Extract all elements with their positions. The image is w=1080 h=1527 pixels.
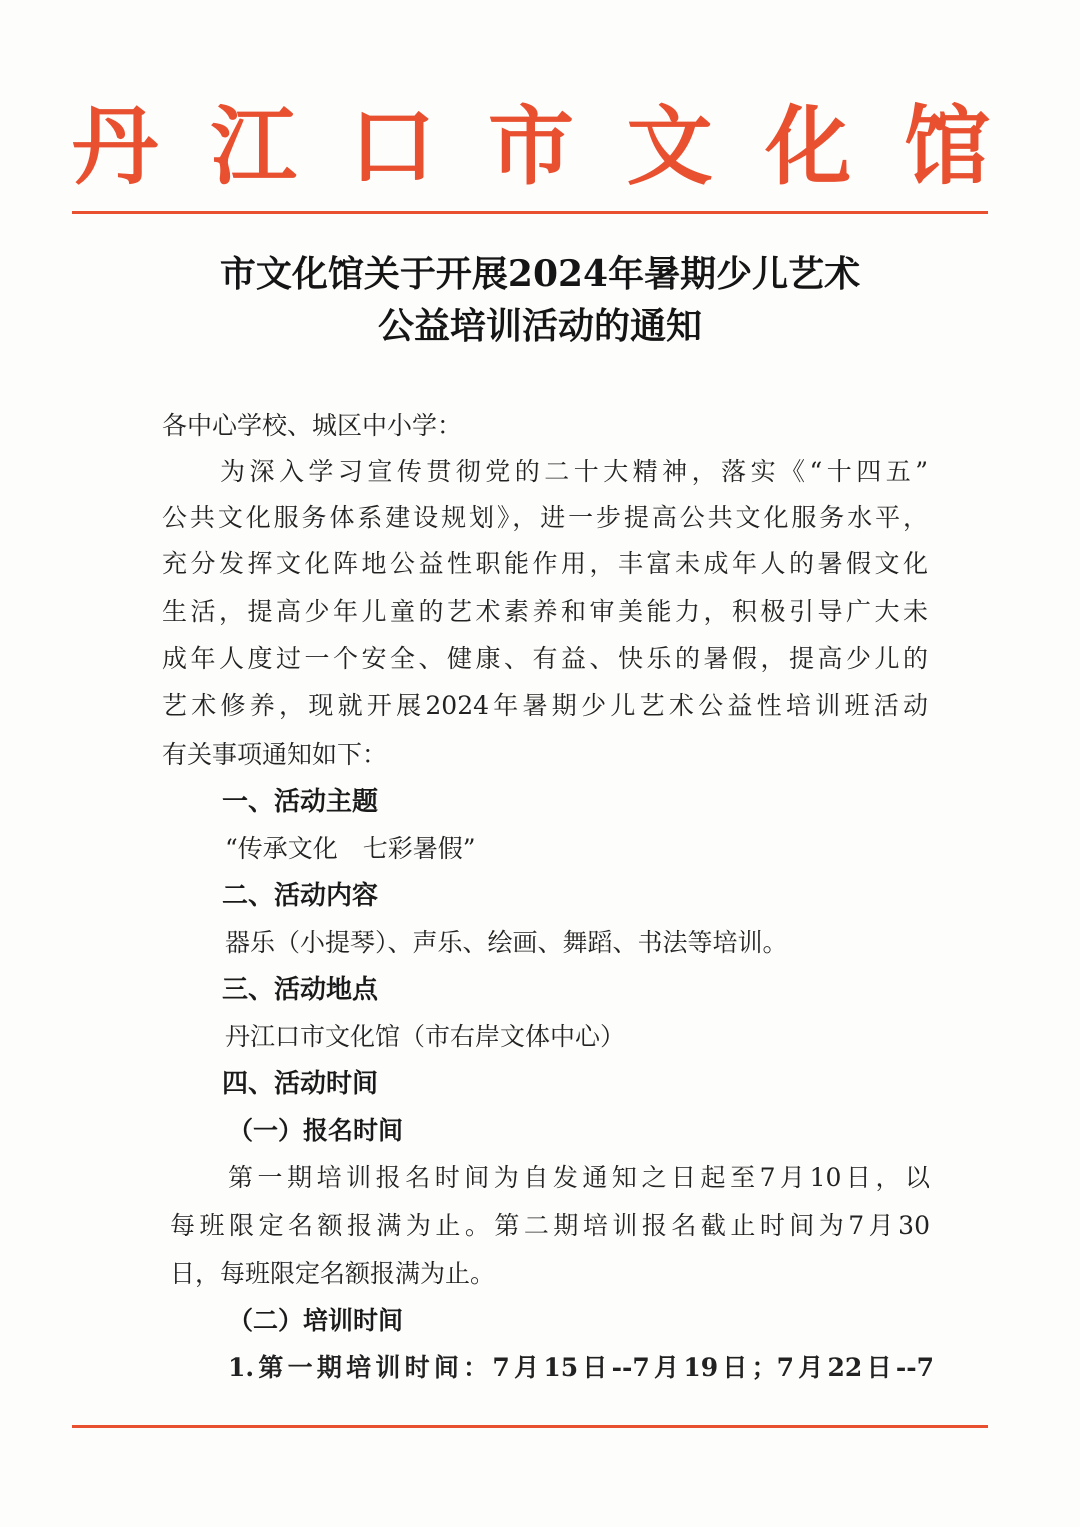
intro-line: 为深入学习宣传贯彻党的二十大精神，落实《“十四五” (220, 457, 928, 486)
subsection-heading-registration: （一）报名时间 (228, 1116, 404, 1145)
intro-line: 有关事项通知如下： (162, 740, 388, 769)
footer-divider (72, 1425, 988, 1428)
letterhead-char: 文 (626, 96, 713, 197)
section-heading-theme: 一、活动主题 (222, 787, 379, 817)
intro-line: 生活，提高少年儿童的艺术素养和审美能力，积极引导广大未 (162, 597, 928, 626)
section-heading-content: 二、活动内容 (222, 881, 379, 911)
section-text-location: 丹江口市文化馆（市右岸文体中心） (225, 1022, 626, 1051)
notice-title-line-1: 市文化馆关于开展2024年暑期少儿艺术 (219, 253, 861, 295)
section-text-content: 器乐（小提琴）、声乐、绘画、舞蹈、书法等培训。 (225, 928, 788, 957)
registration-line: 日，每班限定名额报满为止。 (170, 1259, 496, 1288)
letterhead-char: 江 (210, 96, 297, 197)
training-item-1: 1.第一期培训时间：7月15日--7月19日；7月22日--7 (228, 1353, 934, 1382)
registration-line: 每班限定名额报满为止。第二期培训报名截止时间为7月30 (170, 1211, 930, 1240)
intro-line: 公共文化服务体系建设规划》，进一步提高公共文化服务水平， (162, 503, 928, 532)
letterhead-char: 市 (487, 96, 574, 197)
intro-line: 艺术修养，现就开展2024年暑期少儿艺术公益性培训班活动 (162, 691, 928, 720)
subsection-heading-training: （二）培训时间 (228, 1306, 404, 1335)
registration-line: 第一期培训报名时间为自发通知之日起至7月10日，以 (228, 1163, 930, 1192)
letterhead-title (72, 92, 990, 202)
letterhead-divider (72, 211, 988, 214)
letterhead-char: 丹 (72, 96, 158, 197)
letterhead-char: 口 (349, 96, 436, 197)
intro-line: 充分发挥文化阵地公益性职能作用，丰富未成年人的暑假文化 (162, 549, 928, 578)
section-heading-location: 三、活动地点 (222, 975, 379, 1005)
letterhead-char: 化 (765, 96, 852, 197)
intro-line: 成年人度过一个安全、健康、有益、快乐的暑假，提高少儿的 (162, 644, 928, 673)
section-text-theme: “传承文化 七彩暑假” (225, 834, 476, 863)
letterhead-char: 馆 (903, 96, 990, 197)
section-heading-time: 四、活动时间 (222, 1069, 379, 1099)
salutation: 各中心学校、城区中小学： (162, 411, 463, 440)
notice-title-line-2: 公益培训活动的通知 (377, 305, 702, 347)
